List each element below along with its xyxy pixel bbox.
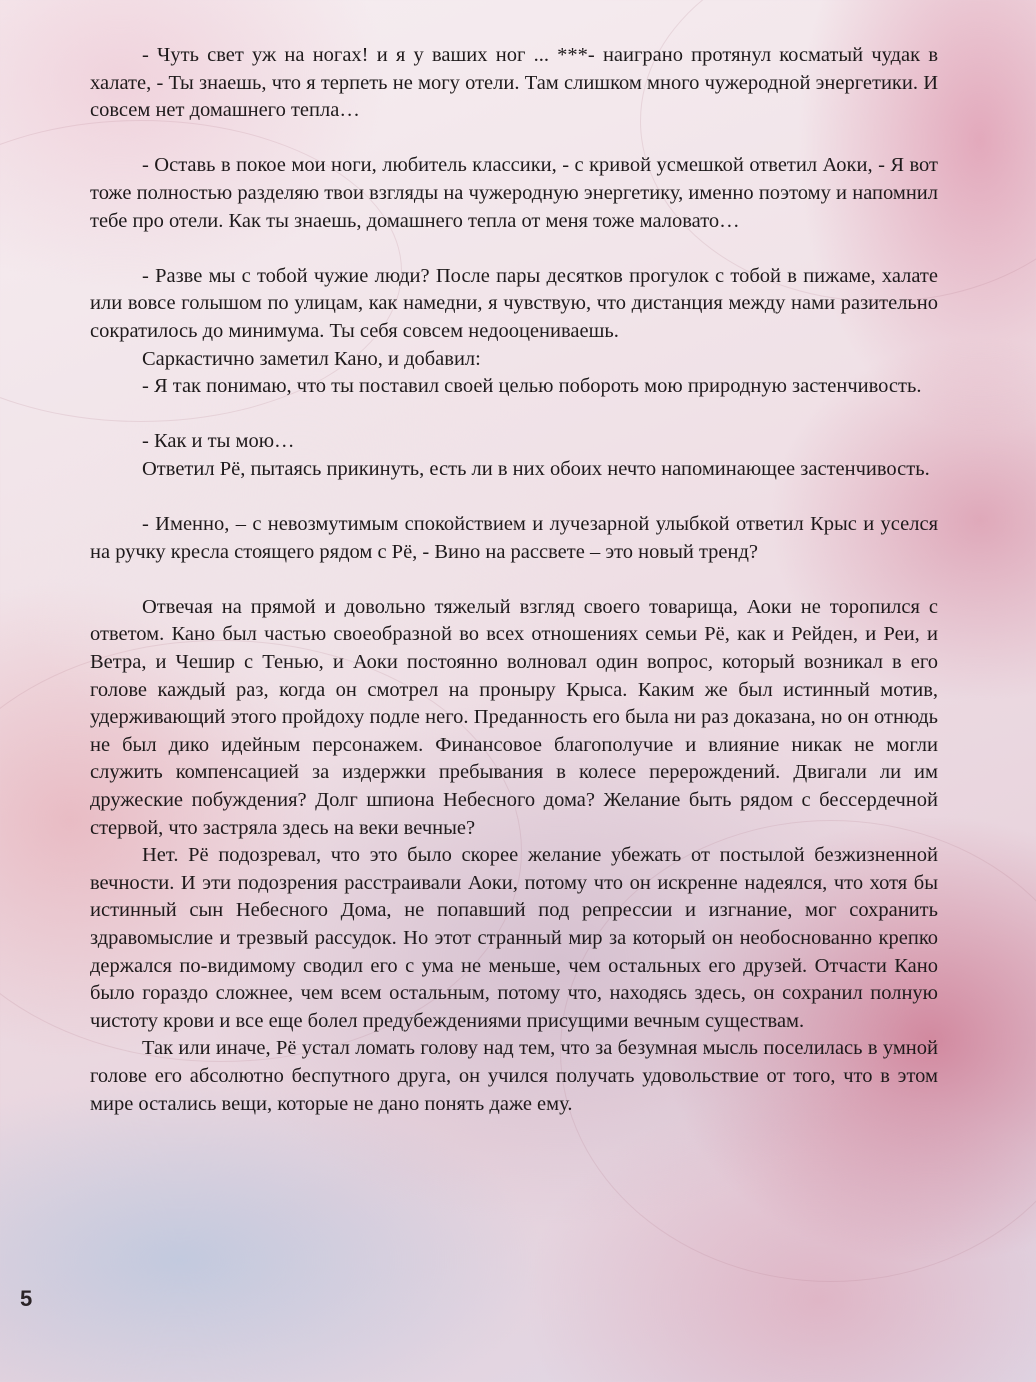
paragraph: - Как и ты мою… [142, 430, 295, 453]
paragraph: Нет. Рё подозревал, что это было скорее желание убежать от постылой безжизненной вечности. И эти подозрения расстраивали Аоки, потому что он искренне надеялся, что хотя бы истинный сын Небесного Дома, не попавший под репрессии и изгнание, мог сохранить здравомыслие и трезвый рассудок. Но этот странный мир за который он необоснованно крепко держался по-видимому сводил его с ума не меньше, чем остальных его друзей. Отчасти Кано было гораздо сложнее, чем всем остальным, потому что, находясь здесь, он сохранил полную чистоту крови и все еще болел предубеждениями присущими вечным существам. [90, 844, 938, 1032]
paragraph: - Именно, – с невозмутимым спокойствием и лучезарной улыбкой ответил Крыс и уселся на ручку кресла стоящего рядом с Рё, - Вино на рассвете – это новый тренд? [90, 513, 938, 563]
paragraph: Отвечая на прямой и довольно тяжелый взгляд своего товарища, Аоки не торопился с ответом. Кано был частью своеобразной во всех отношениях семьи Рё, как и Рейден, и Реи, и Ветра, и Чешир с Тенью, и Аоки постоянно волновал один вопрос, который возникал в его голове каждый раз, когда он смотрел на проныру Крыса. Каким же был истинный мотив, удерживающий этого пройдоху подле него. Преданность его была ни раз доказана, но он отнюдь не был дико идейным персонажем. Финансовое благополучие и влияние никак не могли служить компенсацией за издержки пребывания в колесе перерождений. Двигали ли им дружеские побуждения? Долг шпиона Небесного дома? Желание быть рядом с бессердечной стервой, что застряла здесь на веки вечные? [90, 595, 938, 839]
paragraph: - Оставь в покое мои ноги, любитель классики, - с кривой усмешкой ответил Аоки, - Я вот тоже полностью разделяю твои взгляды на чужеродную энергетику, именно поэтому и напомнил тебе про отели. Как ты знаешь, домашнего тепла от меня тоже маловато… [90, 154, 938, 232]
paragraph: Саркастично заметил Кано, и добавил: [142, 347, 481, 370]
paragraph: - Чуть свет уж на ногах! и я у ваших ног ... ***- наиграно протянул косматый чудак в халате, - Ты знаешь, что я терпеть не могу отели. Там слишком много чужеродной энергетики. И совсем нет домашнего тепла… [90, 44, 938, 122]
paragraph: Ответил Рё, пытаясь прикинуть, есть ли в них обоих нечто напоминающее застенчивость. [142, 457, 930, 480]
paragraph: Так или иначе, Рё устал ломать голову над тем, что за безумная мысль поселилась в умной голове его абсолютно беспутного друга, он учился получать удовольствие от того, что в этом мире остались вещи, которые не дано понять даже ему. [90, 1037, 938, 1115]
page-body [90, 42, 938, 1118]
paragraph: - Разве мы с тобой чужие люди? После пары десятков прогулок с тобой в пижаме, халате или вовсе голышом по улицам, как намедни, я чувствую, что дистанция между нами разительно сократилось до минимума. Ты себя совсем недооцениваешь. [90, 264, 938, 342]
paragraph: - Я так понимаю, что ты поставил своей целью побороть мою природную застенчивость. [142, 375, 922, 398]
page-number: 5 [20, 1286, 33, 1311]
